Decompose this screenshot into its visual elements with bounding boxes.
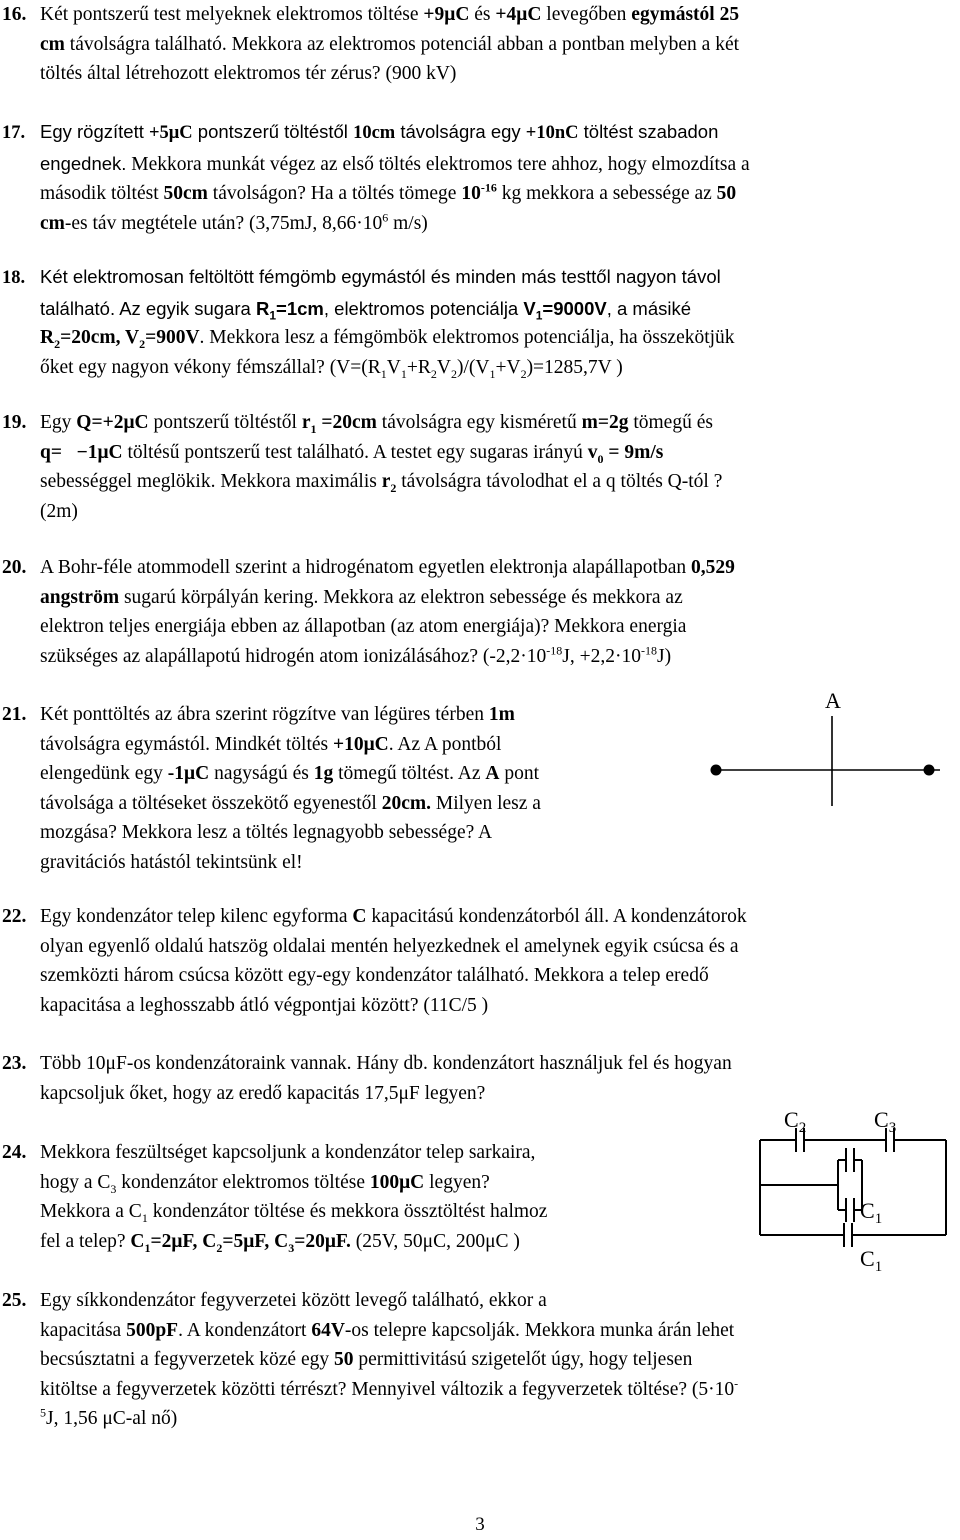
problem-number: 21. — [2, 704, 27, 725]
problem-text-line: olyan egyenlő oldalú hatszög oldalai mentén helyezkednek el amelynek egyik csúcsa és a — [40, 935, 739, 957]
problem-25: 25. Egy síkkondenzátor fegyverzetei között levegő található, ekkor a kapacitása 500pF. A kondenzátort 64V-os telepre kapcsolják. Mekkora munka árán lehet becsúsztatni a fegyverzetek közé egy 50 permittivitású szigetelőt úgy, hogy teljesen kitöltse a fegyverzetek közötti térrészt? Mennyivel változik a fegyverzetek töltése? (5·10- $^5$J, 1,56 μC-al nő) — [40, 1286, 958, 1434]
charge-left — [711, 765, 722, 776]
problem-text-line: gravitációs hatástól tekintsünk el! — [40, 851, 303, 873]
label-c1-upper: $C_1$ — [860, 1198, 883, 1227]
problem-number: 16. — [2, 4, 27, 25]
problem-17: 17. Egy rögzített +5μC pontszerű töltéstől 10cm távolságra egy +10nC töltést szabadon engednek. Mekkora munkát végez az első töltés elektromos tere ahhoz, hogy elmozdítsa a második töltést 50cm távolságon? Ha a töltés tömege $10^{-16}$ kg mekkora a sebessége az 50 cm-es táv megtétele után? (3,75mJ, $8,66\cdot 10^6$ m/s) — [2, 121, 750, 234]
charge-right — [924, 765, 935, 776]
figure-capacitor-network — [750, 1100, 955, 1280]
problem-number: 25. — [2, 1290, 27, 1311]
problem-22: 22. Egy kondenzátor telep kilenc egyforma C kapacitású kondenzátorból áll. A kondenzátorok olyan egyenlő oldalú hatszög oldalai mentén helyezkednek el amelynek egyik csúcsa és a szemközti három csúcsa között egy-egy kondenzátor található. Mekkora a telep eredő kapacitása a leghosszabb átló végpontjai között? (11C/5 ) — [40, 902, 958, 1020]
problem-text-line: szemközti három csúcsa között egy-egy kondenzátor található. Mekkora a telep eredő — [40, 965, 709, 987]
problem-number: 18. — [2, 268, 26, 288]
problem-number: 23. — [2, 1053, 27, 1074]
problem-text-line: Több 10μF-os kondenzátoraink vannak. Hány db. kondenzátort használjuk fel és hogyan — [40, 1053, 732, 1074]
figure-two-charges — [700, 680, 940, 820]
problem-number: 20. — [2, 557, 27, 578]
problem-number: 24. — [2, 1142, 27, 1163]
label-c1-lower: $C_1$ — [860, 1246, 883, 1275]
problem-text-line: kapcsoljuk őket, hogy az eredő kapacitás 17,5μF legyen? — [40, 1082, 486, 1104]
label-c2: $C_2$ — [784, 1107, 807, 1136]
problem-20: 20. A Bohr-féle atommodell szerint a hidrogénatom egyetlen elektronja alapállapotban 0,529 angström sugarú körpályán kering. Mekkora az elektron sebessége és mekkora az elektron teljes energiája ebben az állapotban (az atom energiája)? Mekkora energia szükséges az alapállapotú hidrogén atom ionizálásához? ($-2,2\cdot 10^{-18}J$, $+2,2\cdot 10^{-18}J$) — [40, 553, 958, 671]
problem-text-line: Mekkora feszültséget kapcsoljunk a kondenzátor telep sarkaira, — [40, 1142, 536, 1163]
problem-16: 16. Két pontszerű test melyeknek elektromos töltése +9μC és +4μC levegőben egymástól 25 cm távolságra található. Mekkora az elektromos potenciál abban a pontban melyben a két töltés által létrehozott elektromos tér zérus? (900 kV) — [40, 0, 958, 89]
problem-21: 21. Két ponttöltés az ábra szerint rögzítve van légüres térben 1m távolságra egymástól. Mindkét töltés +10μC. Az A pontból elengedünk egy -1μC nagyságú és 1g tömegű töltést. Az A pont távolsága a töltéseket összekötő egyenestől 20cm. Milyen lesz a mozgása? Mekkora lesz a töltés legnagyobb sebessége? A gravitációs hatástól tekintsünk el! — [40, 700, 688, 878]
problem-24: 24. Mekkora feszültséget kapcsoljunk a kondenzátor telep sarkaira, hogy a $C_3$ kondenzátor elektromos töltése 100μC legyen? Mekkora a $C_1$ kondenzátor töltése és mekkora össztöltést halmoz fel a telep? $C_1=2\mu F$, $C_2=5\mu F$, $C_3=20\mu F$. (25V, 50μC, 200μC ) — [40, 1138, 714, 1256]
problem-text-line: Egy síkkondenzátor fegyverzetei között levegő található, ekkor a — [40, 1290, 547, 1311]
problem-text-line: kapacitása a leghosszabb átló végpontjai között? (11C/5 ) — [40, 994, 489, 1016]
page-number: 3 — [475, 1514, 485, 1535]
problem-19: 19. Egy Q=+2μC pontszerű töltéstől $r_1 =20cm$ távolságra egy kisméretű m=2g tömegű és q= −1μC töltésű pontszerű test található. A testet egy sugaras irányú $v_0 = 9m/s$ sebességgel meglökik. Mekkora maximális $r_2$ távolságra távolodhat el a q töltés Q-tól ? (2m) — [40, 408, 958, 526]
problem-number: 22. — [2, 906, 27, 927]
problem-18: 18. Két elektromosan feltöltött fémgömb egymástól és minden más testtől nagyon távol található. Az egyik sugara $R_1=1cm$, elektromos potenciálja $V_1=9000V$, a másiké $R_2=20cm$, $V_2=900V$. Mekkora lesz a fémgömbök elektromos potenciálja, ha összekötjük őket egy nagyon vékony fémszállal? ($V=(R_1V_1+R_2V_2)/(V_1+V_2)=1285,7V$ ) — [2, 266, 735, 381]
answer-text: (2m) — [40, 500, 78, 522]
figure-label-a: A — [825, 688, 841, 713]
problem-number: 19. — [2, 412, 27, 433]
problem-number: 17. — [2, 123, 26, 143]
label-c3: $C_3$ — [874, 1107, 897, 1136]
